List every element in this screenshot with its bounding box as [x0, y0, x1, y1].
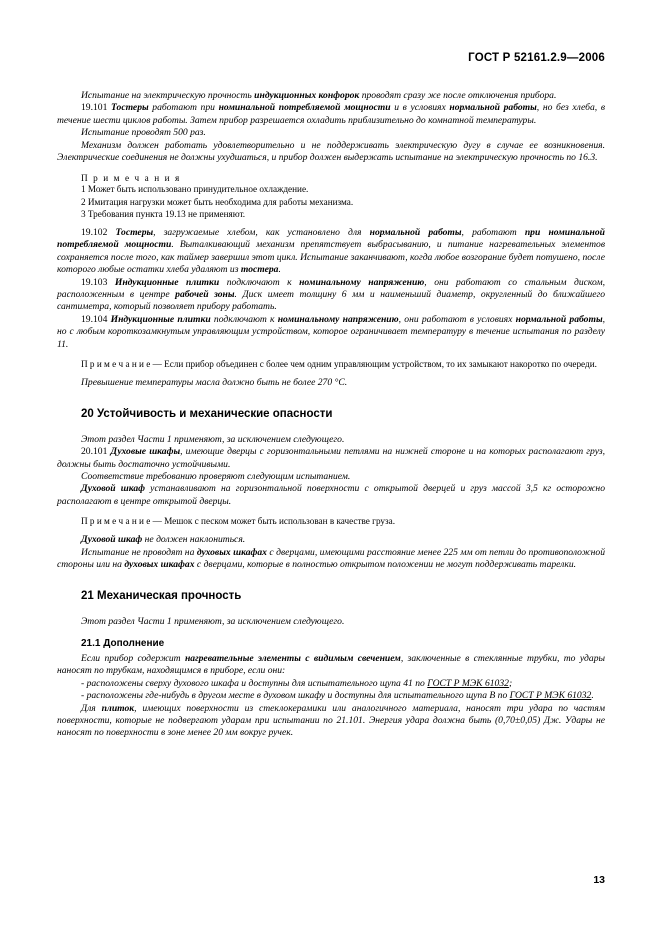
hobs-impact-b1: плиток	[101, 702, 135, 714]
clause-19-104-b1: Индукционные плитки	[110, 313, 211, 325]
clause-20-101-number: 20.101	[81, 446, 111, 458]
paragraph-oven-setup	[57, 483, 605, 508]
clause-19-102-b1: Тостеры	[115, 227, 154, 239]
clause-19-103-b3: рабочей зоны	[175, 289, 235, 301]
clause-19-104-t3: , но с любым короткозамкнутым управляющим устройством, которое ограничивает температуру в течение испытания по разделу 11.	[57, 313, 606, 350]
notes-heading-1: П р и м е ч а н и я	[81, 173, 181, 184]
clause-19-103-number: 19.103	[81, 276, 115, 288]
oven-no-tilt-t1: не должен наклониться.	[142, 534, 246, 546]
glass-tubes-t1: , заключенные в стеклянные трубки, то удары наносят по трубкам, находящимся в приборе, если они:	[57, 652, 605, 677]
section-heading-20: 20 Устойчивость и механические опасности	[81, 407, 333, 420]
clause-19-102-t4: .	[278, 264, 281, 276]
dash1-t0: - расположены сверху духового шкафа и доступны для испытательного щупа 41 по	[81, 677, 428, 689]
p1-bold: индукционных конфорок	[254, 90, 360, 101]
test-exclusions-b2: духовых шкафах	[124, 559, 195, 571]
p1-tail: проводят сразу же после отключения прибора.	[359, 90, 557, 101]
paragraph-compliance-check: Соответствие требованию проверяют следующим испытанием.	[81, 470, 351, 482]
dash1-t1: ;	[508, 677, 513, 689]
section-heading-21: 21 Механическая прочность	[81, 589, 242, 602]
clause-19-101	[57, 102, 605, 127]
note-single-2: П р и м е ч а н и е — Мешок с песком может быть использован в качестве груза.	[81, 516, 396, 527]
clause-20-101-t1: , имеющие дверцы с горизонтальными петлями на нижней стороне и на которых располагают груз, должны быть достаточно устойчивыми.	[57, 446, 605, 470]
clause-19-104-t1: подключают к	[210, 313, 278, 325]
paragraph-test-exclusions	[57, 547, 605, 572]
clause-19-101-b3: нормальной работы	[449, 102, 537, 114]
spacer	[57, 508, 605, 515]
dash2-t1: .	[591, 690, 594, 702]
clause-19-103-b2: номинальному напряжению	[299, 276, 425, 288]
clause-19-102-b3: при номинальной потребляемой мощности	[57, 227, 606, 251]
spacer	[57, 164, 605, 171]
note-single-1: П р и м е ч а н и е — Если прибор объединен с более чем одним управляющим устройством, то их замыкают накоротко по очереди.	[81, 359, 597, 370]
glass-tubes-b1: нагревательные элементы с видимым свечением	[184, 652, 401, 664]
clause-19-104-b2: номинальному напряжению	[277, 313, 399, 325]
clause-19-104	[57, 314, 605, 351]
paragraph-part1-applies-20: Этот раздел Части 1 применяют, за исключением следующего.	[81, 433, 345, 445]
spacer	[57, 220, 605, 227]
paragraph-mechanism: Механизм должен работать удовлетворительно и не поддерживать электрическую дугу в случае ее возникновения. Электрические соединения не должны ухудшаться, и прибор должен выдержать испытание на электрическую прочность по 16.3.	[57, 139, 605, 164]
test-exclusions-t0: Испытание не проводят на	[81, 546, 197, 558]
clause-19-103-t2: , они работают со стальным диском, расположенным в центре	[57, 276, 605, 301]
note-3: 3 Требования пункта 19.13 не применяют.	[81, 208, 246, 219]
clause-19-103-t3: . Диск имеет толщину 6 мм и наименьший диаметр, округленный до ближайшего сантиметра, который позволяет прибору работать.	[57, 289, 605, 313]
clause-19-102	[57, 227, 605, 277]
clause-19-101-t1: работают при	[148, 102, 219, 114]
clause-19-101-b1: Тостеры	[111, 102, 149, 114]
spacer	[57, 527, 605, 534]
clause-19-104-t2: , они работают в условиях	[398, 313, 516, 325]
paragraph-intro	[57, 90, 605, 102]
clause-19-103	[57, 277, 605, 314]
paragraph-500-times: Испытание проводят 500 раз.	[81, 127, 206, 139]
page-content	[57, 52, 605, 740]
clause-20-101	[57, 446, 605, 471]
clause-19-102-t2: , работают	[461, 227, 525, 239]
clause-20-101-b1: Духовые шкафы	[110, 446, 181, 458]
clause-19-102-t3: . Выталкивающий механизм препятствует выбрасыванию, и питание нагревательных элементов сохраняется после того, как таймер завершил этот цикл. Испытание заканчивают, когда любое возгорание будет потушено, после которого любые остатки хлеба удаляют из	[57, 239, 605, 276]
glass-tubes-t0: Если прибор содержит	[81, 652, 185, 664]
clause-19-102-b2: нормальной работы	[369, 227, 462, 239]
list-item-dash-1	[57, 678, 605, 690]
hobs-impact-t0: Для	[81, 702, 102, 714]
clause-19-104-b3: нормальной работы	[515, 313, 603, 325]
spacer	[57, 351, 605, 358]
dash1-standard-ref: ГОСТ Р МЭК 61032	[427, 677, 509, 689]
test-exclusions-t2: с дверцами, которые в полностью открытом положении не могут поддерживать тарелки.	[194, 559, 577, 571]
document-header: ГОСТ Р 52161.2.9—2006	[468, 52, 605, 64]
note-2: 2 Имитация нагрузки может быть необходима для работы механизма.	[81, 196, 354, 207]
clause-19-103-b1: Индукционные плитки	[114, 276, 220, 288]
paragraph-oil-temperature: Превышение температуры масла должно быть не более 270 °С.	[81, 377, 348, 389]
oven-setup-b1: Духовой шкаф	[81, 483, 146, 495]
clause-19-104-number: 19.104	[81, 313, 111, 325]
clause-19-101-b2: номинальной потребляемой мощности	[218, 102, 391, 114]
test-exclusions-b1: духовых шкафах	[196, 546, 267, 558]
subsection-heading-21-1: 21.1 Дополнение	[81, 637, 165, 649]
test-exclusions-t1: с дверцами, имеющими расстояние менее 225 мм от петли до противоположной стороны или на	[57, 546, 605, 571]
paragraph-hobs-impact	[57, 703, 605, 740]
clause-19-102-number: 19.102	[81, 227, 116, 239]
paragraph-glass-tubes	[57, 653, 605, 678]
p1-lead: Испытание на электрическую прочность	[81, 90, 255, 101]
clause-19-103-t1: подключают к	[219, 276, 300, 288]
clause-19-101-number: 19.101	[81, 102, 112, 114]
clause-19-102-b4: тостера	[240, 264, 279, 276]
paragraph-oven-no-tilt	[57, 534, 605, 546]
hobs-impact-t1: , имеющих поверхности из стеклокерамики или аналогичного материала, наносят три удара по частям поверхности, которые не подвергают ударам при испытании по 21.101. Энергия удара должна быть (0,70±0,05) Дж. Удары не наносят по поверхности в зоне менее 20 мм вокруг ручек.	[57, 702, 605, 739]
oven-no-tilt-b1: Духовой шкаф	[81, 534, 143, 546]
list-item-dash-2	[57, 690, 605, 702]
dash2-t0: - расположены где-нибудь в другом месте в духовом шкафу и доступны для испытательного щупа В по	[81, 690, 510, 702]
clause-19-102-t1: , загружаемые хлебом, как установлено для	[153, 227, 370, 239]
clause-19-101-t2: и в условиях	[390, 102, 450, 114]
page-number: 13	[593, 874, 605, 886]
dash2-standard-ref: ГОСТ Р МЭК 61032	[509, 690, 592, 702]
spacer	[57, 370, 605, 377]
note-1: 1 Может быть использовано принудительное охлаждение.	[81, 184, 309, 195]
oven-setup-t1: устанавливают на горизонтальной поверхности с открытой дверцей и груз массой 3,5 кг осторожно располагают в центре открытой дверцы.	[57, 483, 605, 507]
clause-19-101-t3: , но без хлеба, в течение шести циклов работы. Затем прибор разрешается охладить приблизительно до комнатной температуры.	[57, 102, 605, 126]
paragraph-part1-applies-21: Этот раздел Части 1 применяют, за исключением следующего.	[81, 615, 345, 627]
